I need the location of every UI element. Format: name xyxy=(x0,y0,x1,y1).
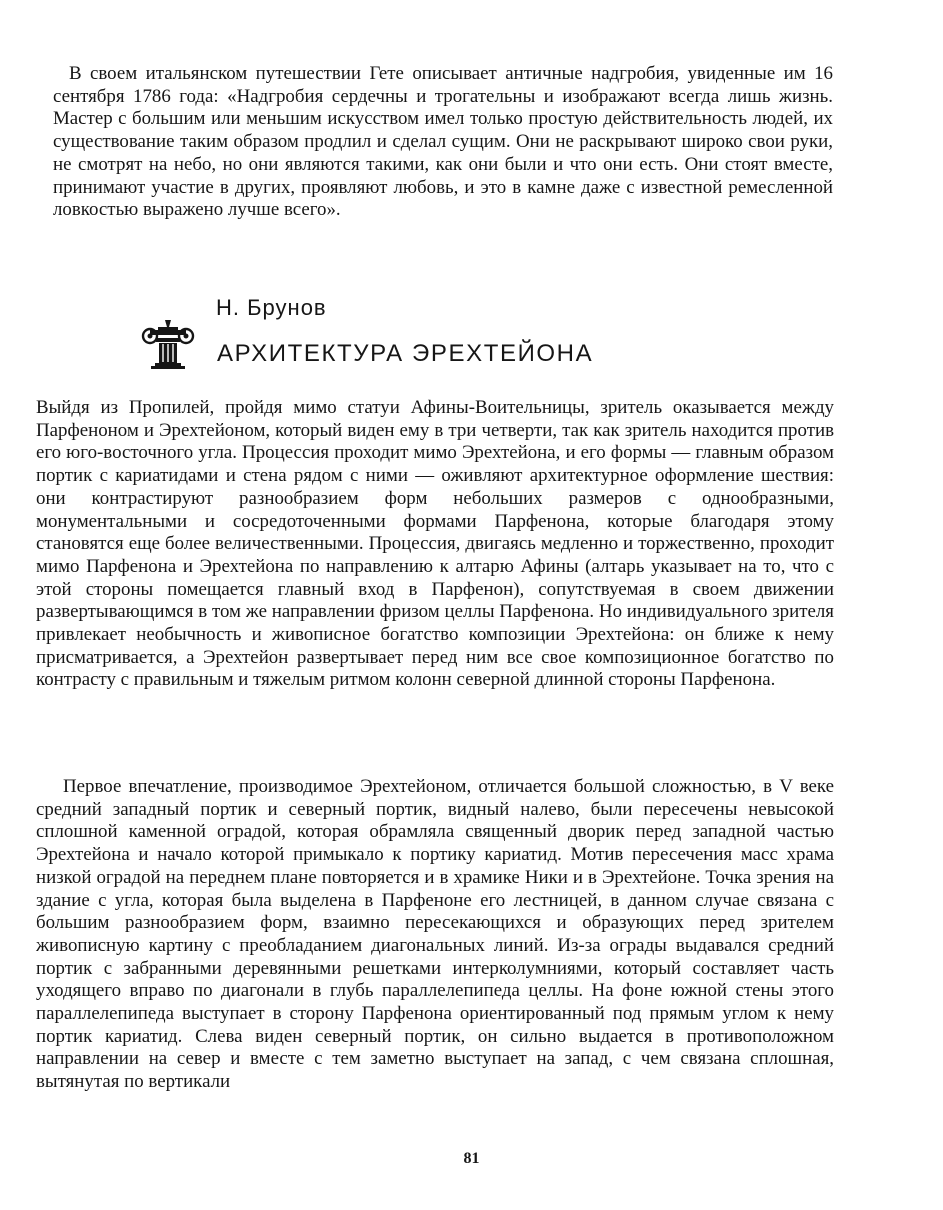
ionic-column-icon xyxy=(136,318,200,370)
body-paragraph-1: Выйдя из Пропилей, пройдя мимо статуи Афины-Воительницы, зритель оказывается между Парфеноном и Эрехтейоном, который виден ему в три четверти, так как зритель находится против его юго-восточного угла. Процессия проходит мимо Эрехтейона, и его формы — главным образом портик с кариатидами и стена рядом с ними — оживляют архитектурное оформление шествия: они контрастируют разнообразием форм небольших размеров с однообразными, монументальными и сосредоточенными формами Парфенона, которые благодаря этому становятся еще более величественными. Процессия, двигаясь медленно и торжественно, проходит мимо Парфенона и Эрехтейона по направлению к алтарю Афины (алтарь указывает на то, что с этой стороны помещается главный вход в Парфенон), сопутствуемая в своем движении развертывающимся в том же направлении фризом целлы Парфенона. Но индивидуального зрителя привлекает необычность и живописное богатство композиции Эрехтейона: он ближе к нему присматривается, а Эрехтейон развертывает перед ним все свое композиционное богатство по контрасту с правильным и тяжелым ритмом колонн северной длинной стороны Парфенона. xyxy=(36,397,834,691)
body-paragraph-2: Первое впечатление, производимое Эрехтейоном, отличается большой сложностью, в V веке средний западный портик и северный портик, видный налево, были пересечены невысокой сплошной каменной оградой, которая обрамляла священный дворик перед западной частью Эрехтейона и начало которой примыкало к портику кариатид. Мотив пересечения масс храма низкой оградой на переднем плане повторяется и в храмике Ники и в Эрехтейоне. Точка зрения на здание с угла, которая была выделена в Парфеноне его лестницей, в данном случае связана с большим разнообразием форм, взаимно пересекающихся и образующих перед зрителем живописную картину с преобладанием диагональных линий. Из-за ограды выдавался средний портик с забранными деревянными решетками интерколумниями, который составляет часть уходящего вправо по диагонали в глубь параллелепипеда целлы. На фоне южной стены этого параллелепипеда выступает в сторону Парфенона ориентированный под прямым углом к нему портик кариатид. Слева виден северный портик, он сильно выдается в противоположном направлении на север и вместе с тем заметно выступает на запад, с чем связана сплошная, вытянутая по вертикали xyxy=(36,776,834,1093)
article-title: АРХИТЕКТУРА ЭРЕХТЕЙОНА xyxy=(217,340,594,367)
page-number: 81 xyxy=(463,1150,480,1167)
goethe-quote-paragraph: В своем итальянском путешествии Гете описывает античные надгробия, увиденные им 16 сентября 1786 года: «Надгробия сердечны и трогательны и изображают всегда лишь жизнь. Мастер с большим или меньшим искусством имел только простую действительность людей, их существование таким образом продлил и сделал сущим. Они не раскрывают широко свои руки, не смотрят на небо, но они являются такими, как они были и что они есть. Они стоят вместе, принимают участие в других, проявляют любовь, и это в камне даже с известной ремесленной ловкостью выражено лучше всего». xyxy=(53,63,833,221)
article-author: Н. Брунов xyxy=(216,295,327,320)
